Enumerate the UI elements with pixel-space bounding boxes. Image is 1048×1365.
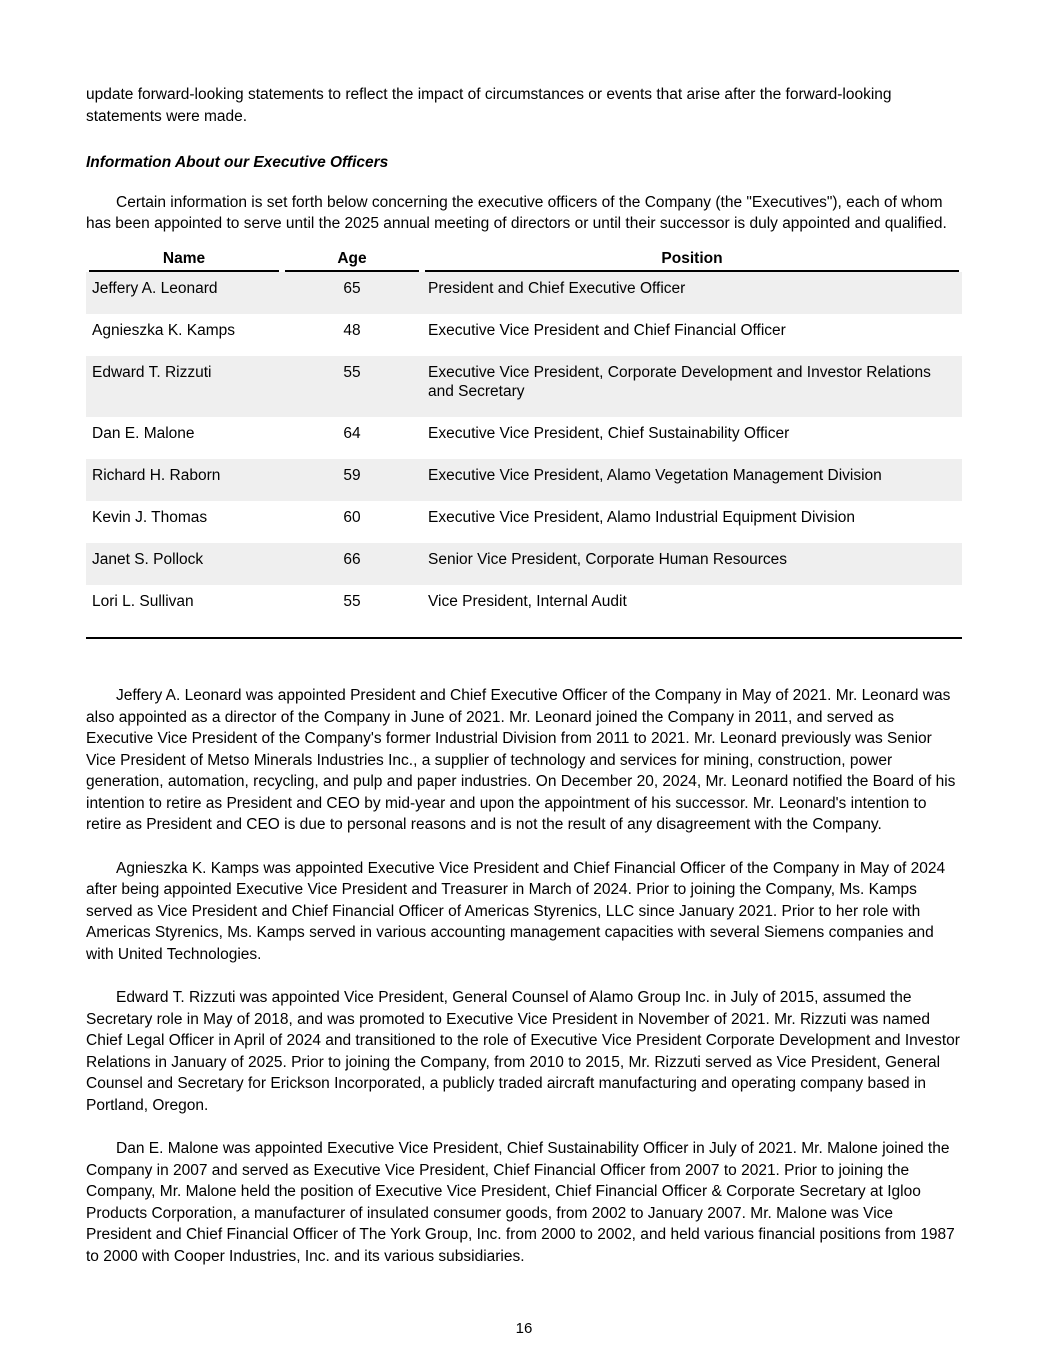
table-row	[86, 314, 962, 356]
table-row	[86, 272, 962, 314]
table-row	[86, 356, 962, 417]
exec-age: 59	[343, 467, 361, 484]
table-header-row	[86, 248, 962, 272]
exec-age: 64	[343, 425, 361, 442]
exec-position: Executive Vice President, Alamo Industrial Equipment Division	[428, 509, 856, 526]
column-header-name: Name	[86, 248, 282, 272]
section-heading: Information About our Executive Officers	[86, 154, 389, 171]
exec-name: Agnieszka K. Kamps	[92, 322, 236, 339]
table-row	[86, 417, 962, 459]
bio-paragraph-kamps: Agnieszka K. Kamps was appointed Executive Vice President and Chief Financial Officer of the Company in May of 2024 after being appointed Executive Vice President and Treasurer in March of 2024. Prior to joining the Company, Ms. Kamps served as Vice President and Chief Financial Officer of Americas Styrenics, LLC since January 2021. Prior to her role with Americas Styrenics, Ms. Kamps served in various accounting management capacities with several Siemens companies and with United Technologies.	[86, 859, 946, 963]
column-header-position: Position	[422, 248, 962, 272]
section-intro-paragraph: Certain information is set forth below concerning the executive officers of the Company (the "Executives"), each of whom has been appointed to serve until the 2025 annual meeting of directors or until their successor is duly appointed and qualified.	[86, 194, 947, 232]
forward-looking-continuation-text: update forward-looking statements to reflect the impact of circumstances or events that arise after the forward-looking statements were made.	[86, 86, 892, 125]
executives-table	[86, 248, 962, 639]
column-header-age: Age	[282, 248, 422, 272]
exec-position: President and Chief Executive Officer	[428, 280, 686, 297]
exec-name: Edward T. Rizzuti	[92, 364, 212, 381]
exec-age: 60	[343, 509, 361, 526]
page-number: 16	[515, 1320, 533, 1337]
exec-age: 55	[343, 593, 361, 610]
table-row	[86, 585, 962, 638]
executives-table-body	[86, 272, 962, 638]
exec-name: Richard H. Raborn	[92, 467, 221, 484]
exec-age: 65	[343, 280, 361, 297]
bio-paragraph-rizzuti: Edward T. Rizzuti was appointed Vice President, General Counsel of Alamo Group Inc. in July of 2015, assumed the Secretary role in May of 2018, and was promoted to Executive Vice President in November of 2021. Mr. Rizzuti was named Chief Legal Officer in April of 2024 and transitioned to the role of Executive Vice President Corporate Development and Investor Relations in January of 2025. Prior to joining the Company, from 2010 to 2015, Mr. Rizzuti served as Vice President, General Counsel and Secretary for Erickson Incorporated, a publicly traded aircraft manufacturing and operating company based in Portland, Oregon.	[86, 989, 960, 1114]
exec-name: Lori L. Sullivan	[92, 593, 194, 610]
exec-position: Vice President, Internal Audit	[428, 593, 627, 610]
table-row	[86, 501, 962, 543]
executives-table-header	[86, 248, 962, 272]
bio-paragraph-leonard: Jeffery A. Leonard was appointed President and Chief Executive Officer of the Company in May of 2021. Mr. Leonard was also appointed as a director of the Company in June of 2021. Mr. Leonard joined the Company in 2011, and served as Executive Vice President of the Company's former Industrial Division from 2011 to 2021. Mr. Leonard previously was Senior Vice President of Metso Minerals Industries Inc., a supplier of technology and services for mining, construction, power generation, automation, recycling, and pulp and paper industries. On December 20, 2024, Mr. Leonard notified the Board of his intention to retire as President and CEO by mid-year and upon the appointment of his successor. Mr. Leonard's intention to retire as President and CEO is due to personal reasons and is not the result of any disagreement with the Company.	[86, 687, 956, 833]
table-row	[86, 459, 962, 501]
exec-age: 66	[343, 551, 361, 568]
exec-position: Executive Vice President and Chief Financial Officer	[428, 322, 786, 339]
exec-position: Executive Vice President, Alamo Vegetation Management Division	[428, 467, 882, 484]
exec-position: Senior Vice President, Corporate Human Resources	[428, 551, 787, 568]
exec-name: Jeffery A. Leonard	[92, 280, 218, 297]
exec-age: 55	[343, 364, 361, 381]
exec-name: Kevin J. Thomas	[92, 509, 208, 526]
exec-name: Dan E. Malone	[92, 425, 195, 442]
bio-paragraph-malone: Dan E. Malone was appointed Executive Vice President, Chief Sustainability Officer in July of 2021. Mr. Malone joined the Company in 2007 and served as Executive Vice President, Chief Financial Officer from 2007 to 2021. Prior to joining the Company, Mr. Malone held the position of Executive Vice President, Chief Financial Officer & Corporate Secretary at Igloo Products Corporation, a manufacturer of insulated consumer goods, from 2002 to January 2007. Mr. Malone was Vice President and Chief Financial Officer of The York Group, Inc. from 2000 to 2002, and held various financial positions from 1987 to 2000 with Cooper Industries, Inc. and its various subsidiaries.	[86, 1140, 955, 1265]
exec-position: Executive Vice President, Corporate Development and Investor Relations and Secretary	[428, 364, 931, 400]
executive-biographies	[86, 685, 962, 1267]
exec-name: Janet S. Pollock	[92, 551, 204, 568]
exec-position: Executive Vice President, Chief Sustainability Officer	[428, 425, 790, 442]
exec-age: 48	[343, 322, 361, 339]
table-row	[86, 543, 962, 585]
